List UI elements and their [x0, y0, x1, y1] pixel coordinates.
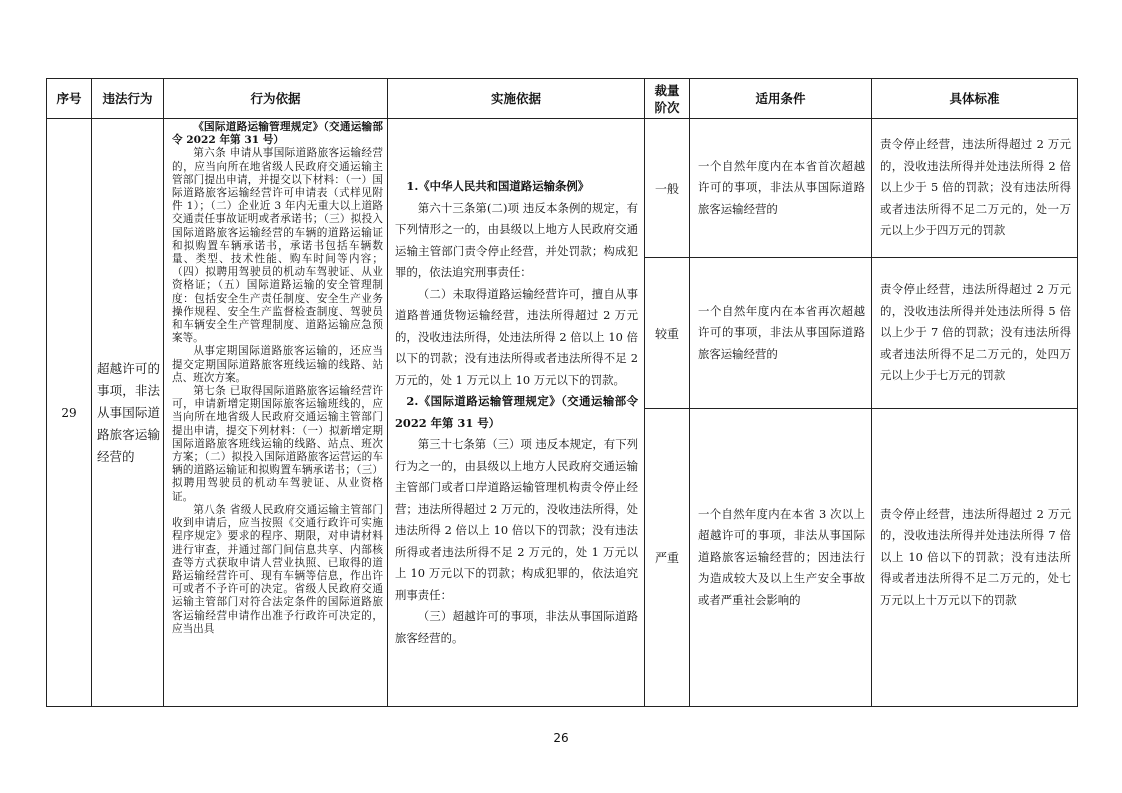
impl-paragraph: 第六十三条第(二)项 违反本条例的规定，有下列情形之一的，由县级以上地方人民政府交通运输主管部门责令停止经营，并处罚款；构成犯罪的，依法追究刑事责任： [395, 200, 638, 279]
condition-general: 一个自然年度内在本省首次超越许可的事项，非法从事国际道路旅客运输经营的 [690, 119, 872, 258]
header-no: 序号 [47, 79, 92, 119]
header-level [645, 79, 690, 119]
basis-paragraph: 第七条 已取得国际道路旅客运输经营许可，申请新增定期国际旅客运输班线的，应当向所在地省级人民政府交通运输主管部门提出申请，提交下列材料：（一）拟新增定期国际道路旅客班线运输的线路、站点、班次方案；（二）拟投入国际道路旅客运营运的车辆的道路运输证和拟购置车辆承诺书；（三）拟聘用驾驶员的机动车驾驶证、从业资格证。 [172, 385, 383, 503]
header-basis: 行为依据 [164, 79, 388, 119]
header-level-line1: 裁量 [654, 82, 680, 98]
impl-paragraph: （二）未取得道路运输经营许可，擅自从事道路普通货物运输经营，违法所得超过 2 万元的，没收违法所得，处违法所得 2 倍以上 10 倍以下的罚款；没有违法所得或者违法所得不足 2 万元的，处 1 万元以上 10 万元以下的罚款。 [395, 286, 638, 387]
header-standard: 具体标准 [872, 79, 1078, 119]
header-condition: 适用条件 [690, 79, 872, 119]
basis-paragraph: 从事定期国际道路旅客运输的，还应当提交定期国际道路旅客班线运输的线路、站点、班次方案。 [172, 345, 383, 384]
page-number: 26 [553, 731, 569, 745]
standard-general: 责令停止经营，违法所得超过 2 万元的，没收违法所得并处违法所得 2 倍以上少于 5 倍的罚款；没有违法所得或者违法所得不足二万元的，处一万元以上少于四万元的罚款 [872, 119, 1078, 258]
condition-severe: 一个自然年度内在本省 3 次以上超越许可的事项，非法从事国际道路旅客运输经营的；因违法行为造成较大及以上生产安全事故或者严重社会影响的 [690, 409, 872, 707]
level-general: 一般 [645, 119, 690, 258]
header-act: 违法行为 [92, 79, 164, 119]
standard-severe: 责令停止经营，违法所得超过 2 万元的，没收违法所得并处违法所得 7 倍以上 10 倍以下的罚款；没有违法所得或者违法所得不足二万元的，处七万元以上十万元以下的罚款 [872, 409, 1078, 707]
impl-heading: 1.《中华人民共和国道路运输条例》 [406, 179, 590, 193]
violation-act: 超越许可的事项，非法从事国际道路旅客运输经营的 [92, 119, 164, 707]
level-serious: 较重 [645, 258, 690, 409]
legal-basis-cell [164, 119, 388, 707]
basis-paragraph: 第八条 省级人民政府交通运输主管部门收到申请后，应当按照《交通行政许可实施程序规定》要求的程序、期限，对申请材料进行审查，并通过部门间信息共享、内部核查等方式获取申请人营业执照、已取得的道路运输经营许可、现有车辆等信息，作出许可或者不予许可的决定。省级人民政府交通运输主管部门对符合法定条件的国际道路旅客运输经营申请作出准予行政许可决定的，应当出具 [172, 503, 383, 635]
impl-heading: 2.《国际道路运输管理规定》（交通运输部令 2022 年第 31 号） [395, 394, 638, 430]
condition-serious: 一个自然年度内在本省再次超越许可的事项，非法从事国际道路旅客运输经营的 [690, 258, 872, 409]
header-impl: 实施依据 [388, 79, 645, 119]
standard-serious: 责令停止经营，违法所得超过 2 万元的，没收违法所得并处违法所得 5 倍以上少于 7 倍的罚款；没有违法所得或者违法所得不足二万元的，处四万元以上少于七万元的罚款 [872, 258, 1078, 409]
implementation-basis-cell [388, 119, 645, 707]
impl-paragraph: 第三十七条第（三）项 违反本规定，有下列行为之一的，由县级以上地方人民政府交通运输主管部门或者口岸道路运输管理机构责令停止经营；违法所得超过 2 万元的，没收违法所得，处违法所得 2 倍以上 10 倍以下的罚款；没有违法所得或者违法所得不足 2 万元的，处 1 万元以上 10 万元以下的罚款；构成犯罪的，依法追究刑事责任： [395, 437, 638, 602]
basis-paragraph: 第六条 申请从事国际道路旅客运输经营的，应当向所在地省级人民政府交通运输主管部门提出申请，并提交以下材料：（一）国际道路旅客运输经营许可申请表（式样见附件 1）；（二）企业近 3 年内无重大以上道路交通责任事故证明或者承诺书；（三）拟投入国际道路旅客运输经营的车辆的道路运输证和拟购置车辆承诺书，承诺书包括车辆数量、类型、技术性能、购车时间等内容；（四）拟聘用驾驶员的机动车驾驶证、从业资格证；（五）国际道路运输的安全管理制度：包括安全生产责任制度、安全生产业务操作规程、安全生产监督检查制度、驾驶员和车辆安全生产管理制度、道路运输应急预案等。 [172, 147, 383, 345]
penalty-standards-table [46, 78, 1078, 707]
table-row [47, 119, 1078, 258]
table-header-row [47, 79, 1078, 119]
basis-title: 《国际道路运输管理规定》（交通运输部令 2022 年第 31 号） [172, 121, 383, 147]
impl-paragraph: （三）超越许可的事项，非法从事国际道路旅客经营的。 [395, 609, 638, 645]
header-level-line2: 阶次 [654, 99, 680, 115]
level-severe: 严重 [645, 409, 690, 707]
row-number: 29 [47, 119, 92, 707]
